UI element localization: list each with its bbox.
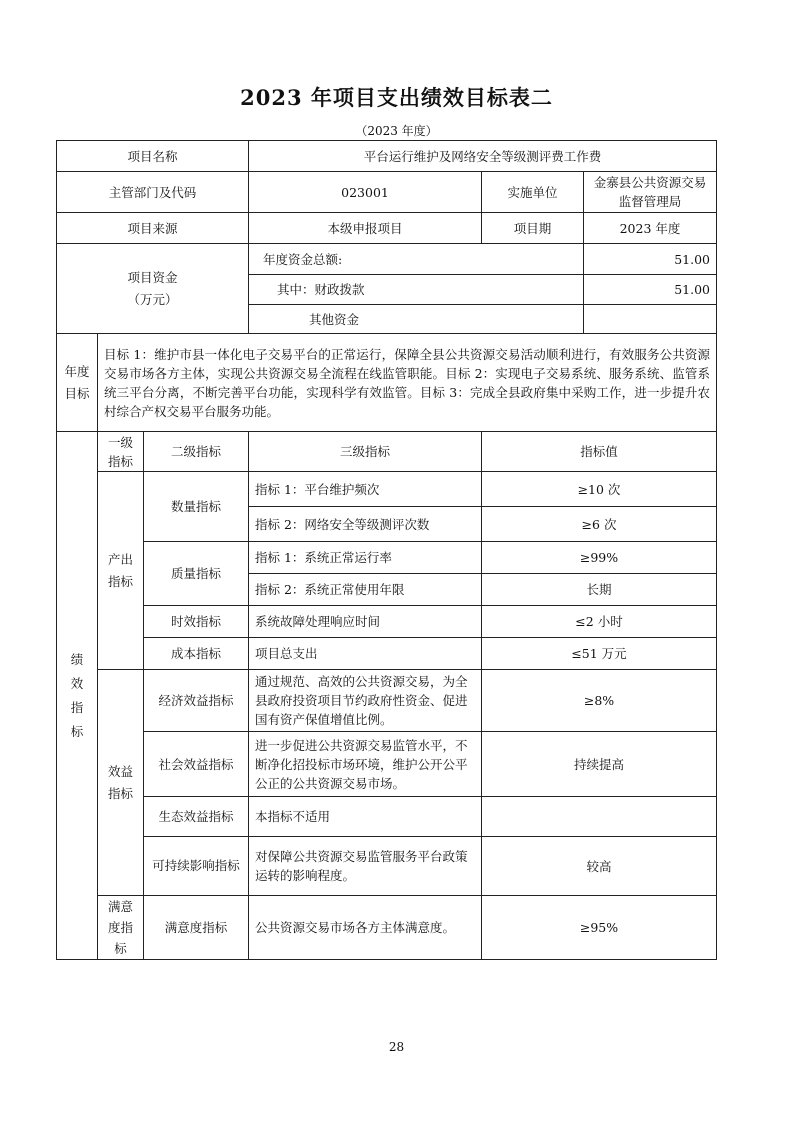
funds-total-value: 51.00	[584, 244, 717, 275]
annual-goal-label	[57, 334, 98, 432]
cost-indicator-value: ≤51 万元	[482, 638, 717, 670]
table-row	[57, 244, 717, 275]
perf-indicator-label-text: 绩效指标	[70, 651, 84, 739]
sustainable-impact-value: 较高	[482, 837, 717, 896]
funds-fiscal-value: 51.00	[584, 275, 717, 305]
page-subtitle: （2023 年度）	[355, 124, 438, 138]
quantity-indicator-2: 指标 2：网络安全等级测评次数	[249, 507, 482, 542]
sustainable-impact-label-text: 可持续影响指标	[152, 858, 240, 873]
table-row	[57, 670, 717, 732]
header-level1-text: 一级指标	[107, 434, 133, 469]
benefit-indicator-label-text: 效益指标	[107, 763, 133, 801]
quality-indicator-2: 指标 2：系统正常使用年限	[249, 574, 482, 606]
table-row	[57, 334, 717, 432]
economic-benefit-text: 通过规范、高效的公共资源交易，为全县政府投资项目节约政府性资金、促进国有资产保值增值比例。	[249, 670, 482, 732]
economic-benefit-label: 经济效益指标	[144, 670, 249, 732]
table-row	[57, 606, 717, 638]
funds-other-value	[584, 305, 717, 334]
quality-indicator-1-value: ≥99%	[482, 542, 717, 574]
eco-benefit-value	[482, 797, 717, 837]
table-row	[57, 172, 717, 213]
quality-indicator-label: 质量指标	[144, 542, 249, 606]
benefit-indicator-label	[98, 670, 144, 896]
dept-label: 主管部门及代码	[57, 172, 249, 213]
header-level2: 二级指标	[144, 432, 249, 472]
funds-total-label: 年度资金总额:	[249, 244, 584, 275]
perf-indicator-label	[57, 432, 98, 960]
quantity-indicator-1-value: ≥10 次	[482, 472, 717, 507]
header-level1	[98, 432, 144, 472]
page-title: 2023 年项目支出绩效目标表二	[240, 85, 553, 110]
satisfaction-indicator-label-text: 满意度指标	[107, 899, 133, 956]
timeliness-indicator: 系统故障处理响应时间	[249, 606, 482, 638]
social-benefit-text: 进一步促进公共资源交易监管水平，不断净化招投标市场环境，维护公开公平公正的公共资源交易市场。	[249, 732, 482, 797]
table-row	[57, 896, 717, 960]
table-row	[57, 213, 717, 244]
economic-benefit-value: ≥8%	[482, 670, 717, 732]
annual-goal-text: 目标 1：维护市县一体化电子交易平台的正常运行，保障全县公共资源交易活动顺利进行，有效服务公共资源交易市场各方主体，实现公共资源交易全流程在线监管职能。目标 2：实现电子交易系统、服务系统、监管系统三平台分离，不断完善平台功能，实现科学有效监管。目标 3：完成全县政府集中采购工作，进一步提升农村综合产权交易平台服务功能。	[98, 334, 717, 432]
satisfaction-value: ≥95%	[482, 896, 717, 960]
table-row	[57, 732, 717, 797]
funds-fiscal-label: 其中：财政拨款	[249, 275, 584, 305]
output-indicator-label-text: 产出指标	[107, 551, 133, 589]
cost-indicator-label: 成本指标	[144, 638, 249, 670]
table-row	[57, 542, 717, 574]
dept-value: 023001	[249, 172, 482, 213]
eco-benefit-text: 本指标不适用	[249, 797, 482, 837]
table-row	[57, 432, 717, 472]
satisfaction-sub-label: 满意度指标	[144, 896, 249, 960]
funds-other-label: 其他资金	[249, 305, 584, 334]
impl-unit-label: 实施单位	[482, 172, 584, 213]
source-label: 项目来源	[57, 213, 249, 244]
project-name-value: 平台运行维护及网络安全等级测评费工作费	[249, 141, 717, 172]
satisfaction-indicator-label	[98, 896, 144, 960]
table-row	[57, 141, 717, 172]
social-benefit-label: 社会效益指标	[144, 732, 249, 797]
period-value: 2023 年度	[584, 213, 717, 244]
cost-indicator: 项目总支出	[249, 638, 482, 670]
quantity-indicator-2-value: ≥6 次	[482, 507, 717, 542]
table-row	[57, 837, 717, 896]
quality-indicator-1: 指标 1：系统正常运行率	[249, 542, 482, 574]
annual-goal-label-text: 年度目标	[64, 363, 90, 401]
source-value: 本级申报项目	[249, 213, 482, 244]
sustainable-impact-text: 对保障公共资源交易监管服务平台政策运转的影响程度。	[249, 837, 482, 896]
project-name-label: 项目名称	[57, 141, 249, 172]
quality-indicator-2-value: 长期	[482, 574, 717, 606]
impl-unit-value: 金寨县公共资源交易监督管理局	[584, 172, 717, 213]
table-row	[57, 797, 717, 837]
header-level3: 三级指标	[249, 432, 482, 472]
social-benefit-value: 持续提高	[482, 732, 717, 797]
satisfaction-text: 公共资源交易市场各方主体满意度。	[249, 896, 482, 960]
table-row	[57, 638, 717, 670]
timeliness-indicator-value: ≤2 小时	[482, 606, 717, 638]
period-label: 项目期	[482, 213, 584, 244]
sustainable-impact-label	[144, 837, 249, 896]
funds-label	[57, 244, 249, 334]
output-indicator-label	[98, 472, 144, 670]
quantity-indicator-label: 数量指标	[144, 472, 249, 542]
timeliness-indicator-label: 时效指标	[144, 606, 249, 638]
table-row	[57, 472, 717, 507]
page-number: 28	[388, 1040, 405, 1054]
header-value: 指标值	[482, 432, 717, 472]
funds-label-text: 项目资金（万元）	[127, 269, 178, 307]
quantity-indicator-1: 指标 1：平台维护频次	[249, 472, 482, 507]
eco-benefit-label: 生态效益指标	[144, 797, 249, 837]
performance-table	[56, 140, 717, 960]
